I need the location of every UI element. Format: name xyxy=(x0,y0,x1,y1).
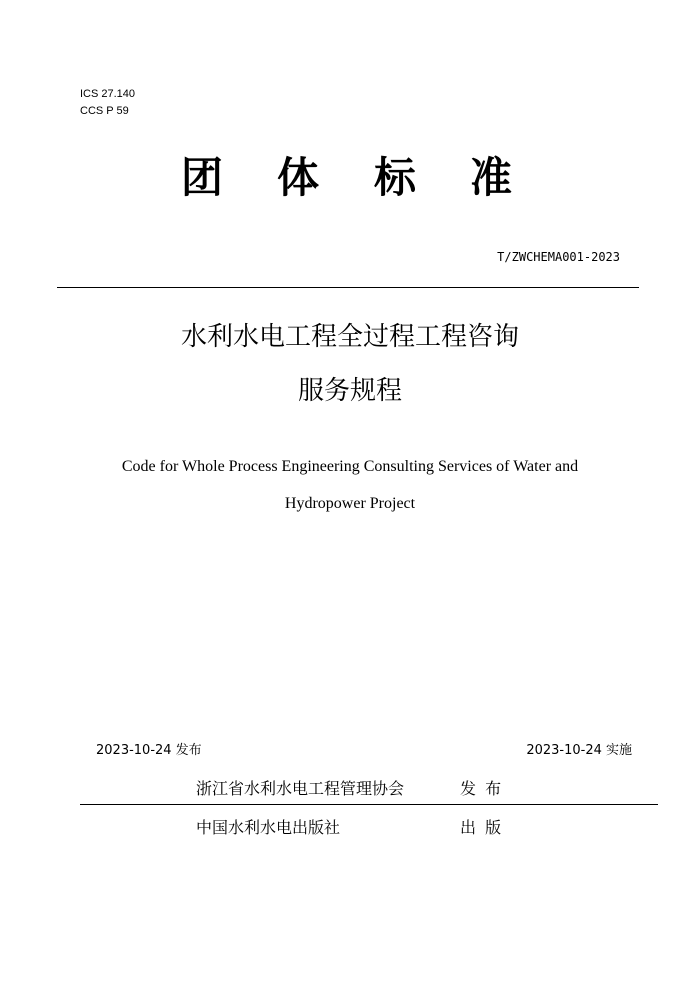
publisher: 中国水利水电出版社 xyxy=(196,818,341,837)
issuing-action: 发 布 xyxy=(460,779,502,798)
standard-number: T/ZWCHEMA001-2023 xyxy=(497,250,620,264)
chinese-title-line-1: 水利水电工程全过程工程咨询 xyxy=(180,322,519,352)
issue-date: 2023-10-24 发布 xyxy=(96,743,202,758)
classification-codes xyxy=(80,86,135,120)
bottom-divider xyxy=(80,804,658,805)
ccs-code: CCS P 59 xyxy=(80,105,129,117)
heading-char-4: 准 xyxy=(470,153,513,202)
heading-char-2: 体 xyxy=(277,153,320,202)
publishing-action: 出 版 xyxy=(460,818,502,837)
english-title-line-1: Code for Whole Process Engineering Consulting Services of Water and xyxy=(121,458,579,475)
implementation-date: 2023-10-24 实施 xyxy=(526,743,632,758)
document-type-heading xyxy=(0,150,700,210)
heading-char-3: 标 xyxy=(374,153,417,202)
heading-char-1: 团 xyxy=(181,153,224,202)
english-title-line-2: Hydropower Project xyxy=(284,495,416,512)
ics-code: ICS 27.140 xyxy=(80,88,136,100)
top-divider xyxy=(57,287,639,288)
chinese-title-line-2: 服务规程 xyxy=(297,376,402,406)
issuing-organization: 浙江省水利水电工程管理协会 xyxy=(196,779,405,798)
